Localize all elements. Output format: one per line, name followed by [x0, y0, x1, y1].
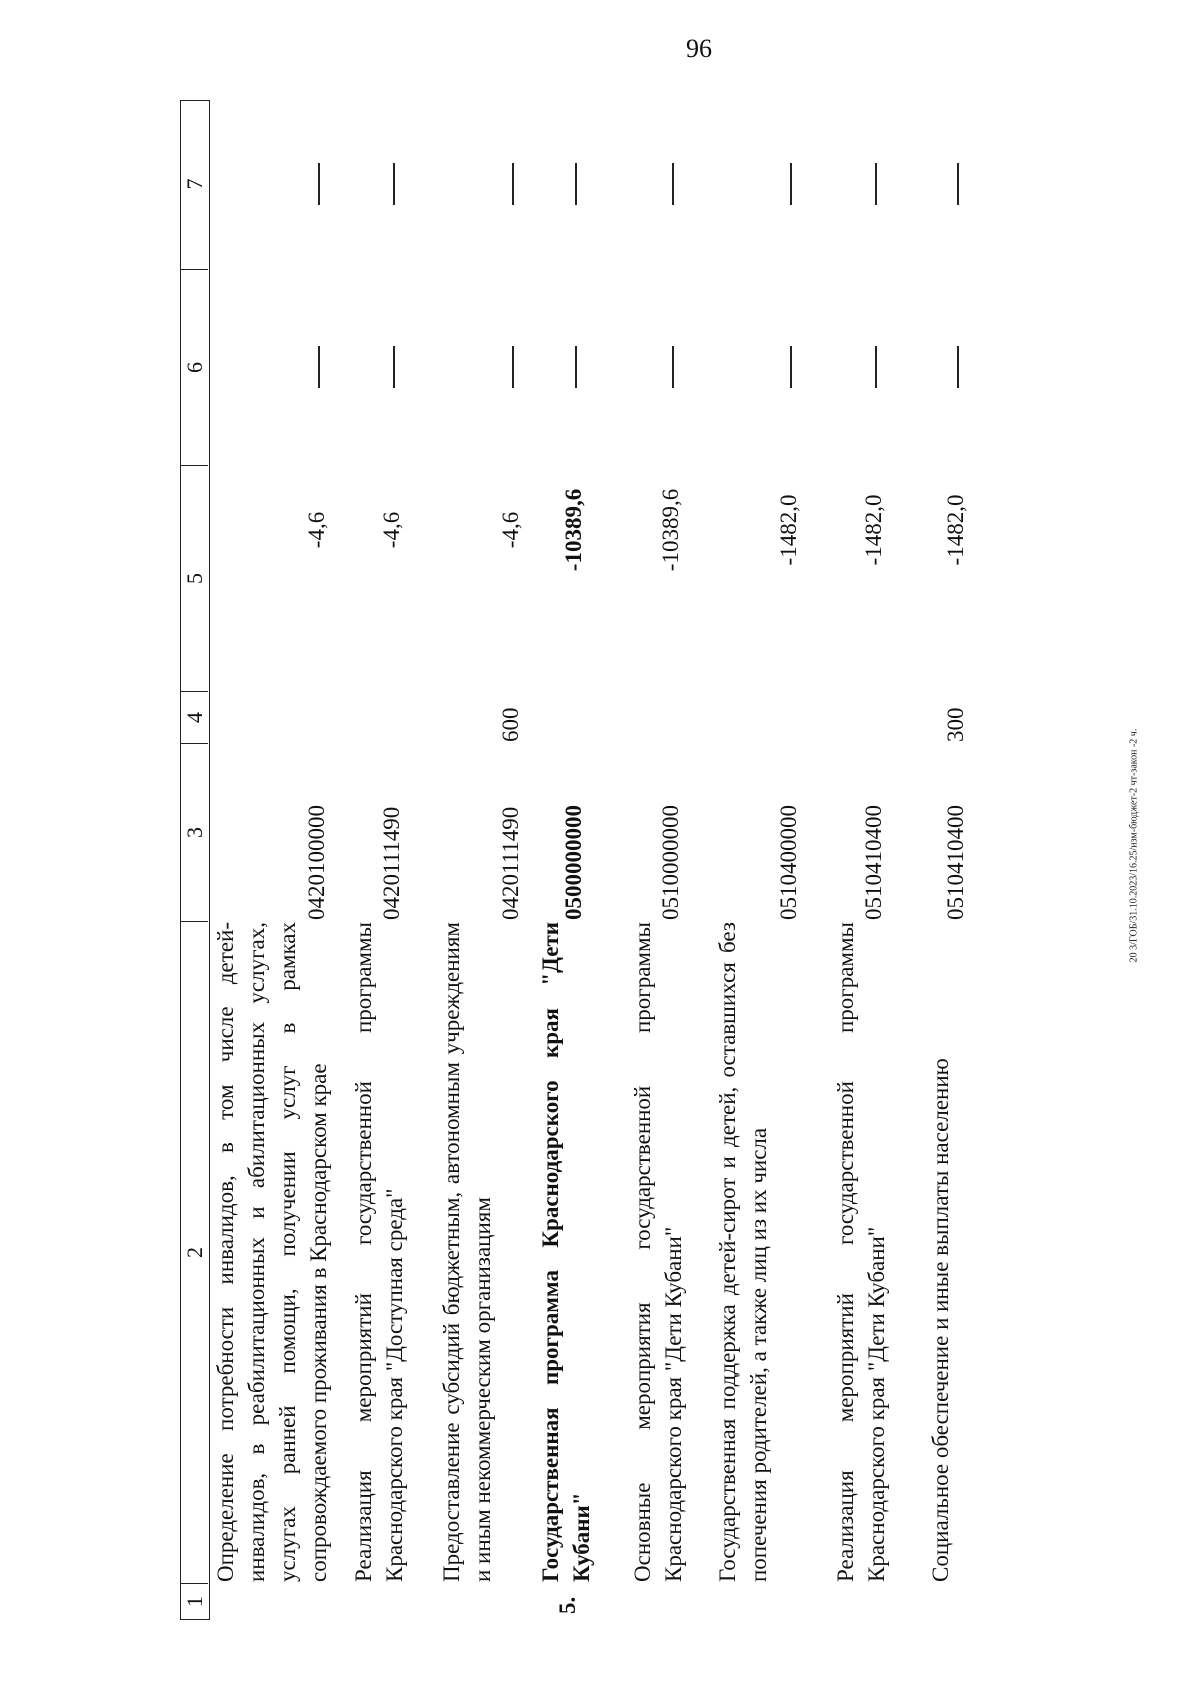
- budget-table: [180, 80, 1140, 1620]
- col7-dash: [957, 163, 959, 205]
- header-cell-2: 2: [181, 921, 208, 1583]
- table-row: [830, 100, 900, 1620]
- row-value: -4,6: [379, 511, 404, 549]
- col6-dash: [512, 346, 514, 388]
- row-name: Социальное обеспечение и иные выплаты населению: [928, 1058, 953, 1582]
- col7-dash: [318, 163, 320, 205]
- row-code: 0510410400: [943, 805, 968, 920]
- row-value: -4,6: [304, 511, 329, 549]
- header-cell-6: 6: [181, 269, 208, 465]
- table-row: [210, 100, 335, 1620]
- footer-document-code: 20 3/ГОБ/31.10.2023/16.25/изм-бюджет-2 чт-закон -2 ч.: [1128, 728, 1140, 963]
- row-name: Государственная поддержка детей-сирот и детей, оставшихся без попечения родителей, а также лиц из их числа: [715, 922, 771, 1582]
- row-value: -1482,0: [943, 494, 968, 566]
- col7-dash: [672, 163, 674, 205]
- col7-dash: [512, 163, 514, 205]
- row-code: 0510410400: [861, 805, 886, 920]
- page-number: 96: [686, 34, 712, 63]
- col6-dash: [672, 346, 674, 388]
- col6-dash: [875, 346, 877, 388]
- row-code: 0420111490: [498, 806, 523, 920]
- row-value: -10389,6: [658, 488, 683, 572]
- row-name: Реализация мероприятий государственной программы Краснодарского края "Дети Кубани": [833, 922, 889, 1582]
- row-code: 0420111490: [379, 806, 404, 920]
- header-cell-3: 3: [181, 743, 208, 921]
- table-row: [535, 100, 615, 1620]
- row-code: 0510000000: [658, 805, 683, 920]
- row-number: 5.: [555, 1596, 580, 1614]
- table-row: [436, 100, 531, 1620]
- col7-dash: [393, 163, 395, 205]
- row-value: -10389,6: [561, 488, 586, 572]
- col7-dash: [575, 163, 577, 205]
- header-cell-1: 1: [181, 1583, 208, 1619]
- table-row: [925, 100, 995, 1620]
- row-code: 0510400000: [776, 805, 801, 920]
- row-name: Предоставление субсидий бюджетным, автономным учреждениям и иным некоммерческим организациям: [439, 922, 495, 1582]
- col6-dash: [318, 346, 320, 388]
- row-name: Реализация мероприятий государственной программы Краснодарского края "Доступная среда": [351, 922, 407, 1582]
- row-name: Основные мероприятия государственной программы Краснодарского края "Дети Кубани": [630, 922, 686, 1582]
- col7-dash: [790, 163, 792, 205]
- table-row: [627, 100, 697, 1620]
- row-expense-type: 600: [498, 707, 523, 742]
- row-value: -4,6: [498, 511, 523, 549]
- table-row: [348, 100, 426, 1620]
- table-row: [712, 100, 807, 1620]
- rotated-table-wrapper: [180, 80, 1140, 1620]
- row-value: -1482,0: [861, 494, 886, 566]
- header-cell-7: 7: [182, 178, 207, 190]
- header-cell-5: 5: [181, 465, 208, 691]
- col6-dash: [575, 346, 577, 388]
- col6-dash: [393, 346, 395, 388]
- row-value: -1482,0: [776, 494, 801, 566]
- header-cell-4: 4: [181, 691, 208, 743]
- row-expense-type: 300: [943, 707, 968, 742]
- col6-dash: [790, 346, 792, 388]
- row-code: 0500000000: [561, 805, 586, 920]
- table-header-row: [180, 100, 210, 1620]
- row-code: 0420100000: [304, 805, 329, 920]
- col7-dash: [875, 163, 877, 205]
- col6-dash: [957, 346, 959, 388]
- row-name: Определение потребности инвалидов, в том числе детей-инвалидов, в реабилитационных и абилитационных услугах, услугах ранней помощи, получении услуг в рамках сопровождаемого проживания в Краснодарском крае: [213, 922, 331, 1582]
- row-name: Государственная программа Краснодарского края "Дети Кубани": [538, 922, 594, 1582]
